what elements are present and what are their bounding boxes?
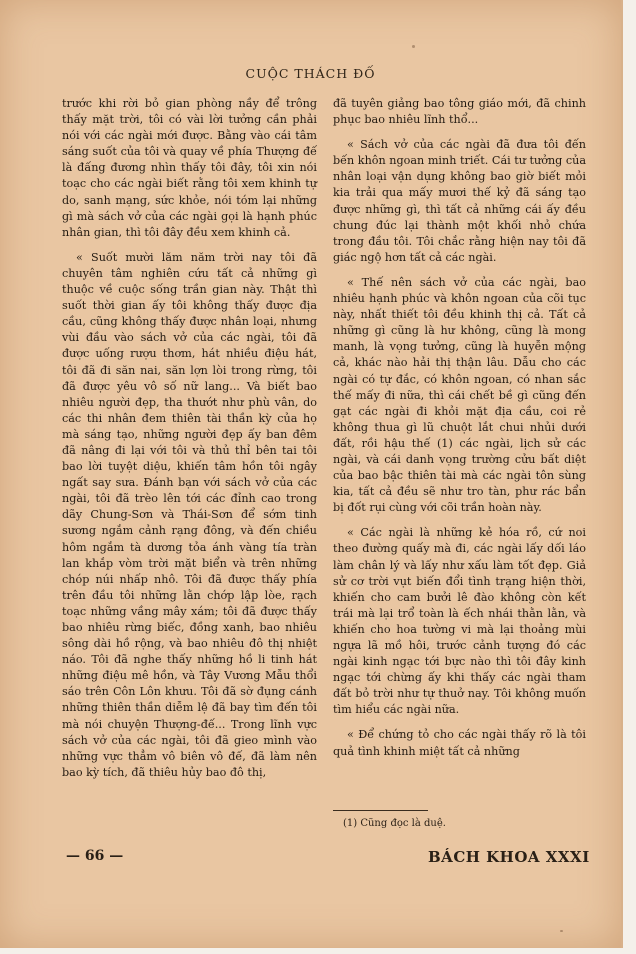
page-number: — 66 — bbox=[66, 848, 124, 864]
paper-speck bbox=[412, 45, 415, 48]
paragraph: « Suốt mười lăm năm trời nay tôi đã chuyên tâm nghiên cứu tất cả những gì thuộc về cuộc sống trần gian này. Thật thì suốt thời gian ấy tôi không thấy được địa cầu, cũng không thấy được nhân loại, nhưng vùi đầu vào sách vở của các ngài, tôi đã được uống rượu thơm, hát nhiều điệu hát, tôi đã đi săn nai, săn lợn lòi trong rừng, tôi đã được yêu vô số nữ lang... Và biết bao nhiêu người đẹp, tha thướt như phù vân, do các thi nhân đem thiên tài thần kỳ của họ mà sáng tạo, những người đẹp ấy ban đêm đã nâng đi lại với tôi và thủ thỉ bên tai tôi bao lời tuyệt diệu, khiến tâm hồn tôi ngây ngất say sưa. Đánh bạn với sách vở của các ngài, tôi đã trèo lên tới các đỉnh cao trong dãy Chung-Sơn và Thái-Sơn để sớm tinh sương ngắm cảnh rạng đông, và đến chiều hôm ngắm tà dương tỏa ánh vàng tía tràn lan khắp vòm trời mặt biển và trên những chóp núi nhấp nhô. Tôi đã được thấy phía trên đầu tôi những lằn chớp lập lòe, rạch toạc những vầng mây xám; tôi đã được thấy bao nhiêu rừng biếc, đồng xanh, bao nhiêu sông dài hồ rộng, và bao nhiêu đô thị nhiệt náo. Tôi đã nghe thấy những hồ li tinh hát những điệu mê hồn, và Tây Vương Mẫu thổi sáo trên Côn Lôn khưu. Tôi đã sờ đụng cánh những thiên thần diễm lệ đã bay tìm đến tôi mà nói chuyện Thượng-đế... Trong lĩnh vực sách vở của các ngài, tôi đã gieo mình vào những vực thẳm vô biên vô đế, đã làm nên bao kỳ tích, đã thiêu hủy bao đô thị, bbox=[62, 250, 317, 779]
right-column bbox=[333, 96, 586, 769]
left-column bbox=[62, 96, 317, 790]
paragraph: « Các ngài là những kẻ hóa rồ, cứ noi theo đường quấy mà đi, các ngài lấy dối láo làm chân lý và lấy như xấu làm tốt đẹp. Giả sử cơ trời vụt biến đổi tình trạng hiện thời, khiến cho cam bưởi lê đào không còn kết trái mà lại trổ toàn là ếch nhái thằn lằn, và khiến cho hoa tường vi mà lại thoảng mùi ngựa lã mồ hôi, trước cảnh tượng đó các ngài kinh ngạc tới bực nào thì tôi đây kinh ngạc tới chừng ấy khi thấy các ngài tham đất bỏ trời như tự thuở nay. Tôi không muốn tìm hiểu các ngài nữa. bbox=[333, 526, 586, 717]
paragraph: « Thế nên sách vở của các ngài, bao nhiêu hạnh phúc và khôn ngoan của cõi tục này, nhất thiết tôi đều khinh thị cả. Tất cả những gì cũng là hư không, cũng là mong manh, là vọng tưởng, cũng là huyễn mộng cả, khác nào hải thị thận lâu. Dẫu cho các ngài có tự đắc, có khôn ngoan, có nhan sắc thế mấy đi nữa, thì cái chết bề gì cũng đến gạt các ngài đi khỏi mặt địa cầu, coi rẻ không thua gì lũ chuột lắt chui nhủi dưới đất, rồi hậu thế (1) các ngài, lịch sử các ngài, và cái danh vọng trường cửu bất diệt của bao bậc thiên tài mà các ngài tôn sùng kia, tất cả đều sẽ như tro tàn, phư rác bẩn bị đốt rụi cùng với cõi trần hoàn này. bbox=[333, 275, 586, 515]
paragraph: « Sách vở của các ngài đã đưa tôi đến bến khôn ngoan minh triết. Cái tư tưởng của nhân loại vận dụng không bao giờ biết mỏi kia trải qua mấy mươi thế kỷ đã sáng tạo được những gì, thì tất cả những cái ấy đều chung đúc lại thành một khối nhỏ chứa trong đầu tôi. Tôi chắc rằng hiện nay tôi đã giác ngộ hơn tất cả các ngài. bbox=[333, 138, 587, 264]
footnote-divider bbox=[333, 810, 428, 811]
running-header: CUỘC THÁCH ĐỐ bbox=[245, 66, 376, 81]
paper-speck bbox=[120, 690, 122, 692]
paragraph: « Để chứng tỏ cho các ngài thấy rõ là tôi quả tình khinh miệt tất cả những bbox=[333, 728, 586, 758]
paragraph: trước khi rời bỏ gian phòng nầy để trông thấy mặt trời, tôi có vài lời tưởng cần phải nói với các ngài mới được. Bằng vào cái tâm sáng suốt của tôi và quay về phía Thượng đế là đấng đương nhìn thấy tôi đây, tôi xin nói toạc cho các ngài biết rằng tôi xem khinh tự do, sanh mạng, sức khỏe, nói tóm lại những gì mà sách vở của các ngài gọi là hạnh phúc nhân gian, thì tôi đây đều xem khinh cả. bbox=[62, 97, 317, 239]
paper-speck bbox=[560, 930, 563, 932]
footnote: (1) Cũng đọc là duệ. bbox=[343, 818, 446, 829]
paragraph: đã tuyên giảng bao tông giáo mới, đã chinh phục bao nhiêu lĩnh thổ... bbox=[333, 97, 586, 127]
journal-title: BÁCH KHOA XXXI bbox=[428, 848, 590, 866]
